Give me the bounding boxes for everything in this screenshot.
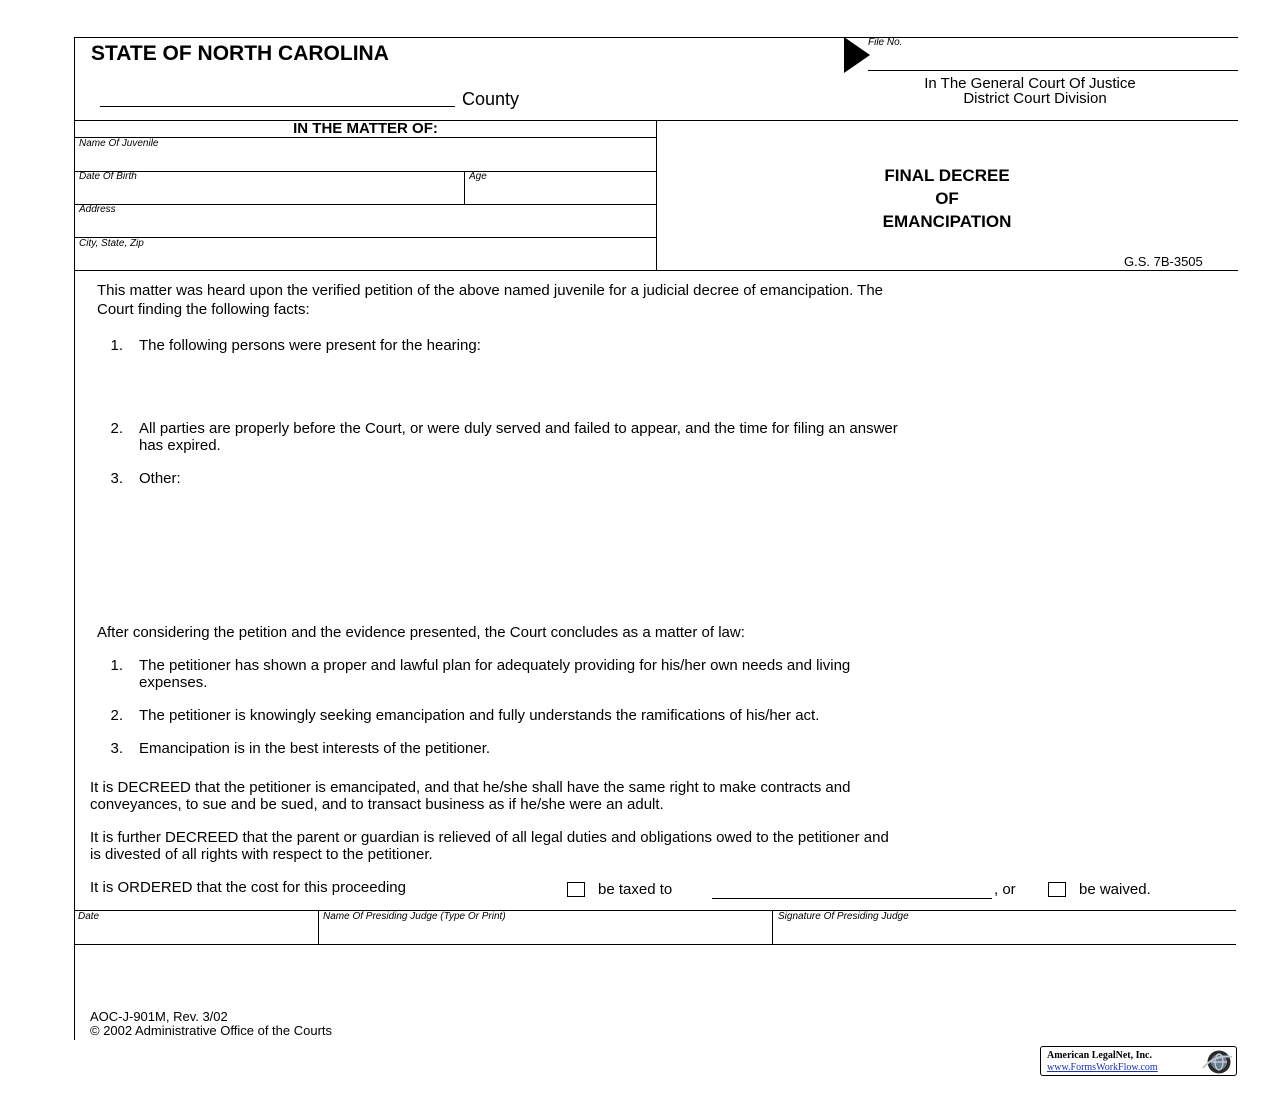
state-title: STATE OF NORTH CAROLINA <box>91 42 389 65</box>
top-border <box>75 37 1238 38</box>
persons-present-field[interactable] <box>139 356 1219 412</box>
age-label: Age <box>469 171 487 182</box>
age-field[interactable] <box>465 172 656 204</box>
file-no-input-line[interactable] <box>868 70 1238 71</box>
signature-row-bottom <box>75 944 1236 945</box>
fact-number-3: 3. <box>110 470 123 487</box>
taxed-label: be taxed to <box>598 881 673 898</box>
dob-label: Date Of Birth <box>79 171 137 182</box>
copyright: © 2002 Administrative Office of the Courts <box>90 1023 333 1038</box>
fact-3-text: Other: <box>139 470 181 487</box>
court-line-1: In The General Court Of Justice <box>924 75 1136 92</box>
legalnet-brand-url[interactable]: www.FormsWorkFlow.com <box>1047 1062 1158 1073</box>
county-input-line[interactable] <box>100 106 455 107</box>
legalnet-badge[interactable] <box>1040 1046 1237 1076</box>
conclusion-number-2: 2. <box>110 707 123 724</box>
waived-label: be waived. <box>1079 881 1151 898</box>
decree-2-line-2: is divested of all rights with respect to the petitioner. <box>90 846 433 863</box>
order-text: It is ORDERED that the cost for this proceeding <box>90 879 406 896</box>
date-label: Date <box>78 911 100 922</box>
address-label: Address <box>79 204 116 215</box>
taxed-checkbox[interactable] <box>567 882 585 897</box>
facts-intro-line-2: Court finding the following facts: <box>97 301 310 318</box>
or-label: , or <box>994 881 1016 898</box>
decree-1-line-2: conveyances, to sue and be sued, and to transact business as if he/she were an adult. <box>90 796 664 813</box>
fact-number-2: 2. <box>110 420 123 437</box>
form-title-line-3: EMANCIPATION <box>882 212 1012 231</box>
form-title-line-2: OF <box>935 189 959 208</box>
conclusion-number-1: 1. <box>110 657 123 674</box>
judge-name-label: Name Of Presiding Judge (Type Or Print) <box>323 911 506 922</box>
form-title-line-1: FINAL DECREE <box>884 166 1010 185</box>
waived-checkbox[interactable] <box>1048 882 1066 897</box>
fact-number-1: 1. <box>110 337 123 354</box>
juvenile-name-field[interactable] <box>75 138 656 171</box>
conclusion-number-3: 3. <box>110 740 123 757</box>
fact-2-text-line-2: has expired. <box>139 437 221 454</box>
conclusions-intro: After considering the petition and the evidence presented, the Court concludes as a matter of law: <box>97 624 745 641</box>
decree-2-line-1: It is further DECREED that the parent or guardian is relieved of all legal duties and obligations owed to the petitioner and <box>90 829 889 846</box>
judge-signature-label: Signature Of Presiding Judge <box>778 911 909 922</box>
facts-intro-line-1: This matter was heard upon the verified petition of the above named juvenile for a judicial decree of emancipation. The <box>97 282 884 299</box>
fact-2-text-line-1: All parties are properly before the Court, or were duly served and failed to appear, and the time for filing an answer <box>139 420 898 437</box>
file-no-label: File No. <box>868 37 903 48</box>
globe-logo-icon <box>1201 1048 1235 1075</box>
county-label: County <box>462 89 520 109</box>
city-state-zip-label: City, State, Zip <box>79 238 144 249</box>
matter-heading: IN THE MATTER OF: <box>293 120 438 137</box>
statute-reference: G.S. 7B-3505 <box>1124 254 1203 269</box>
date-field[interactable] <box>75 911 318 944</box>
city-state-zip-field[interactable] <box>75 238 656 270</box>
address-field[interactable] <box>75 205 656 237</box>
juvenile-name-label: Name Of Juvenile <box>79 138 159 149</box>
taxed-to-input-line[interactable] <box>712 898 992 899</box>
court-line-2: District Court Division <box>963 90 1107 107</box>
conclusion-1-text-line-1: The petitioner has shown a proper and lawful plan for adequately providing for his/her own needs and living <box>139 657 851 674</box>
caption-divider <box>656 120 657 271</box>
conclusion-3-text: Emancipation is in the best interests of the petitioner. <box>139 740 491 757</box>
conclusion-2-text: The petitioner is knowingly seeking emancipation and fully understands the ramifications of his/her act. <box>139 707 820 724</box>
decree-1-line-1: It is DECREED that the petitioner is emancipated, and that he/she shall have the same right to make contracts and <box>90 779 851 796</box>
other-facts-field[interactable] <box>139 490 1219 615</box>
conclusion-1-text-line-2: expenses. <box>139 674 208 691</box>
legalnet-brand-name: American LegalNet, Inc. <box>1047 1050 1152 1061</box>
fact-1-text: The following persons were present for the hearing: <box>139 337 481 354</box>
form-id: AOC-J-901M, Rev. 3/02 <box>90 1009 228 1024</box>
